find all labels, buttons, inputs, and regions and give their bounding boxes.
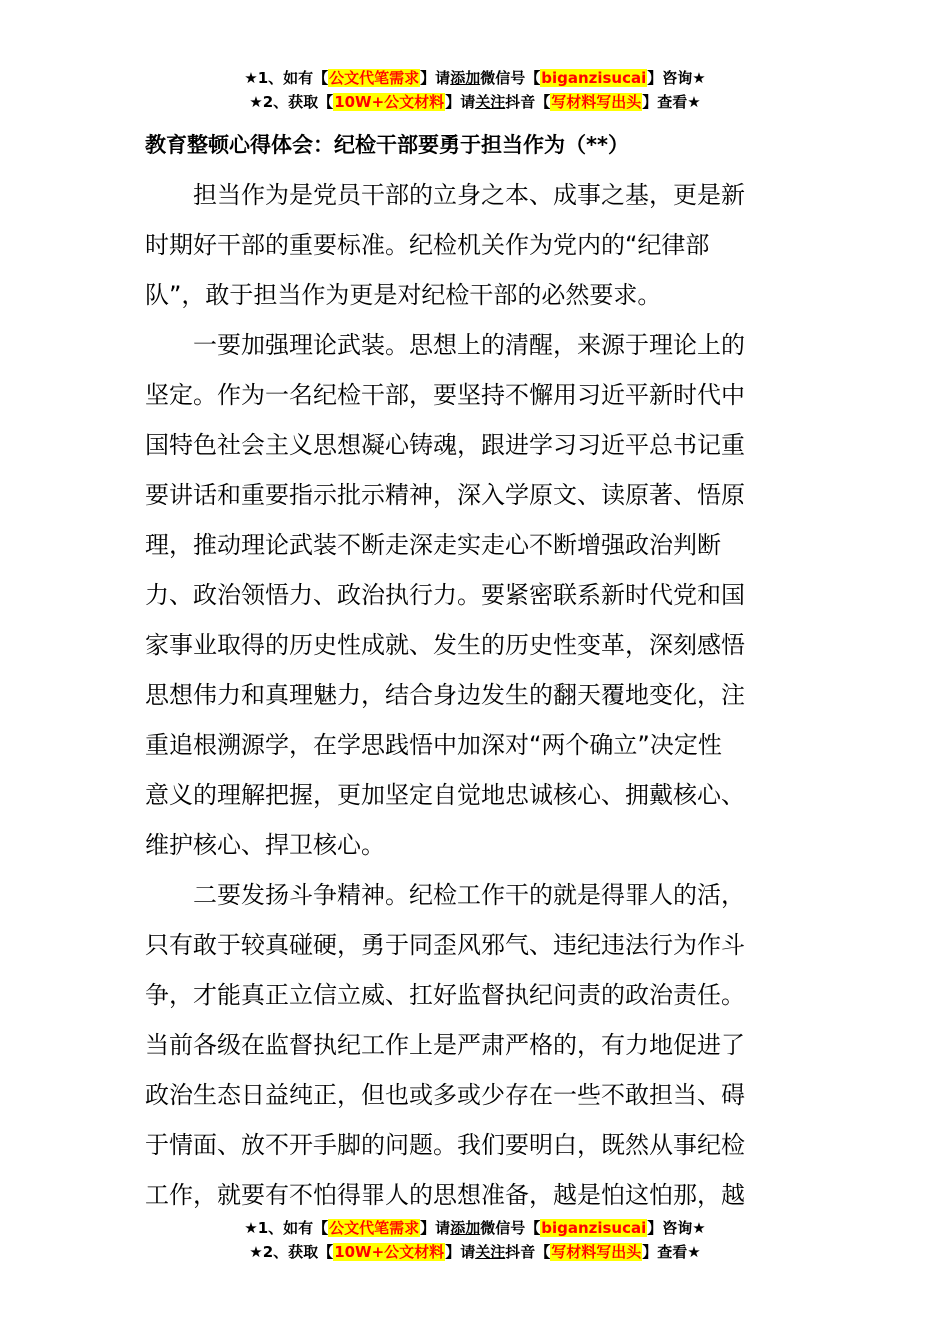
text-line: 争，才能真正立信立威、扛好监督执纪问责的政治责任。 (145, 981, 745, 1009)
highlight-materials: 10W+公文材料 (334, 1243, 445, 1261)
text-line: 二要发扬斗争精神。纪检工作干的就是得罪人的活， (145, 881, 745, 909)
text-line: 力、政治领悟力、政治执行力。要紧密联系新时代党和国 (145, 581, 745, 609)
footer-banner (0, 1216, 950, 1264)
banner-line-1: ★1、如有【公文代笔需求】请添加微信号【biganzisucai】咨询★ (244, 1219, 706, 1237)
highlight-wechat-id: biganzisucai (541, 69, 647, 87)
text-line: 要讲话和重要指示批示精神，深入学原文、读原著、悟原 (145, 481, 745, 509)
text-line: 一要加强理论武装。思想上的清醒，来源于理论上的 (145, 331, 745, 359)
text-line: 于情面、放不开手脚的问题。我们要明白，既然从事纪检 (145, 1131, 745, 1159)
star-icon: ★ (249, 1243, 263, 1261)
paragraph-theory (145, 320, 807, 870)
text-line: 维护核心、捍卫核心。 (145, 831, 385, 859)
paragraph-struggle (145, 870, 807, 1220)
text-line: 队”，敢于担当作为更是对纪检干部的必然要求。 (145, 281, 662, 309)
highlight-materials: 10W+公文材料 (334, 93, 445, 111)
highlight-service: 公文代笔需求 (329, 1219, 420, 1237)
highlight-wechat-id: biganzisucai (541, 1219, 647, 1237)
star-icon: ★ (244, 69, 258, 87)
banner-line-1: ★1、如有【公文代笔需求】请添加微信号【biganzisucai】咨询★ (244, 69, 706, 87)
highlight-douyin-id: 写材料写出头 (551, 1243, 642, 1261)
text-line: 工作，就要有不怕得罪人的思想准备，越是怕这怕那，越 (145, 1181, 745, 1209)
text-line: 坚定。作为一名纪检干部，要坚持不懈用习近平新时代中 (145, 381, 745, 409)
text-line: 思想伟力和真理魅力，结合身边发生的翻天覆地变化，注 (145, 681, 745, 709)
document-body (145, 126, 807, 1220)
banner-line-2: ★2、获取【10W+公文材料】请关注抖音【写材料写出头】查看★ (249, 1243, 701, 1261)
text-line: 政治生态日益纯正，但也或多或少存在一些不敢担当、碍 (145, 1081, 745, 1109)
text-line: 国特色社会主义思想凝心铸魂，跟进学习习近平总书记重 (145, 431, 745, 459)
star-icon: ★ (249, 93, 263, 111)
highlight-douyin-id: 写材料写出头 (551, 93, 642, 111)
text-line: 家事业取得的历史性成就、发生的历史性变革，深刻感悟 (145, 631, 745, 659)
text-line: 重追根溯源学，在学思践悟中加深对“两个确立”决定性 (145, 731, 722, 759)
text-line: 当前各级在监督执纪工作上是严肃严格的，有力地促进了 (145, 1031, 745, 1059)
highlight-service: 公文代笔需求 (329, 69, 420, 87)
text-line: 意义的理解把握，更加坚定自觉地忠诚核心、拥戴核心、 (145, 781, 745, 809)
star-icon: ★ (244, 1219, 258, 1237)
text-line: 担当作为是党员干部的立身之本、成事之基，更是新 (145, 181, 745, 209)
text-line: 理，推动理论武装不断走深走实走心不断增强政治判断 (145, 531, 721, 559)
text-line: 时期好干部的重要标准。纪检机关作为党内的“纪律部 (145, 231, 710, 259)
paragraph-intro (145, 170, 807, 320)
document-title: 教育整顿心得体会：纪检干部要勇于担当作为（**） (145, 133, 629, 157)
text-line: 只有敢于较真碰硬，勇于同歪风邪气、违纪违法行为作斗 (145, 931, 745, 959)
header-banner (0, 66, 950, 114)
banner-line-2: ★2、获取【10W+公文材料】请关注抖音【写材料写出头】查看★ (249, 93, 701, 111)
